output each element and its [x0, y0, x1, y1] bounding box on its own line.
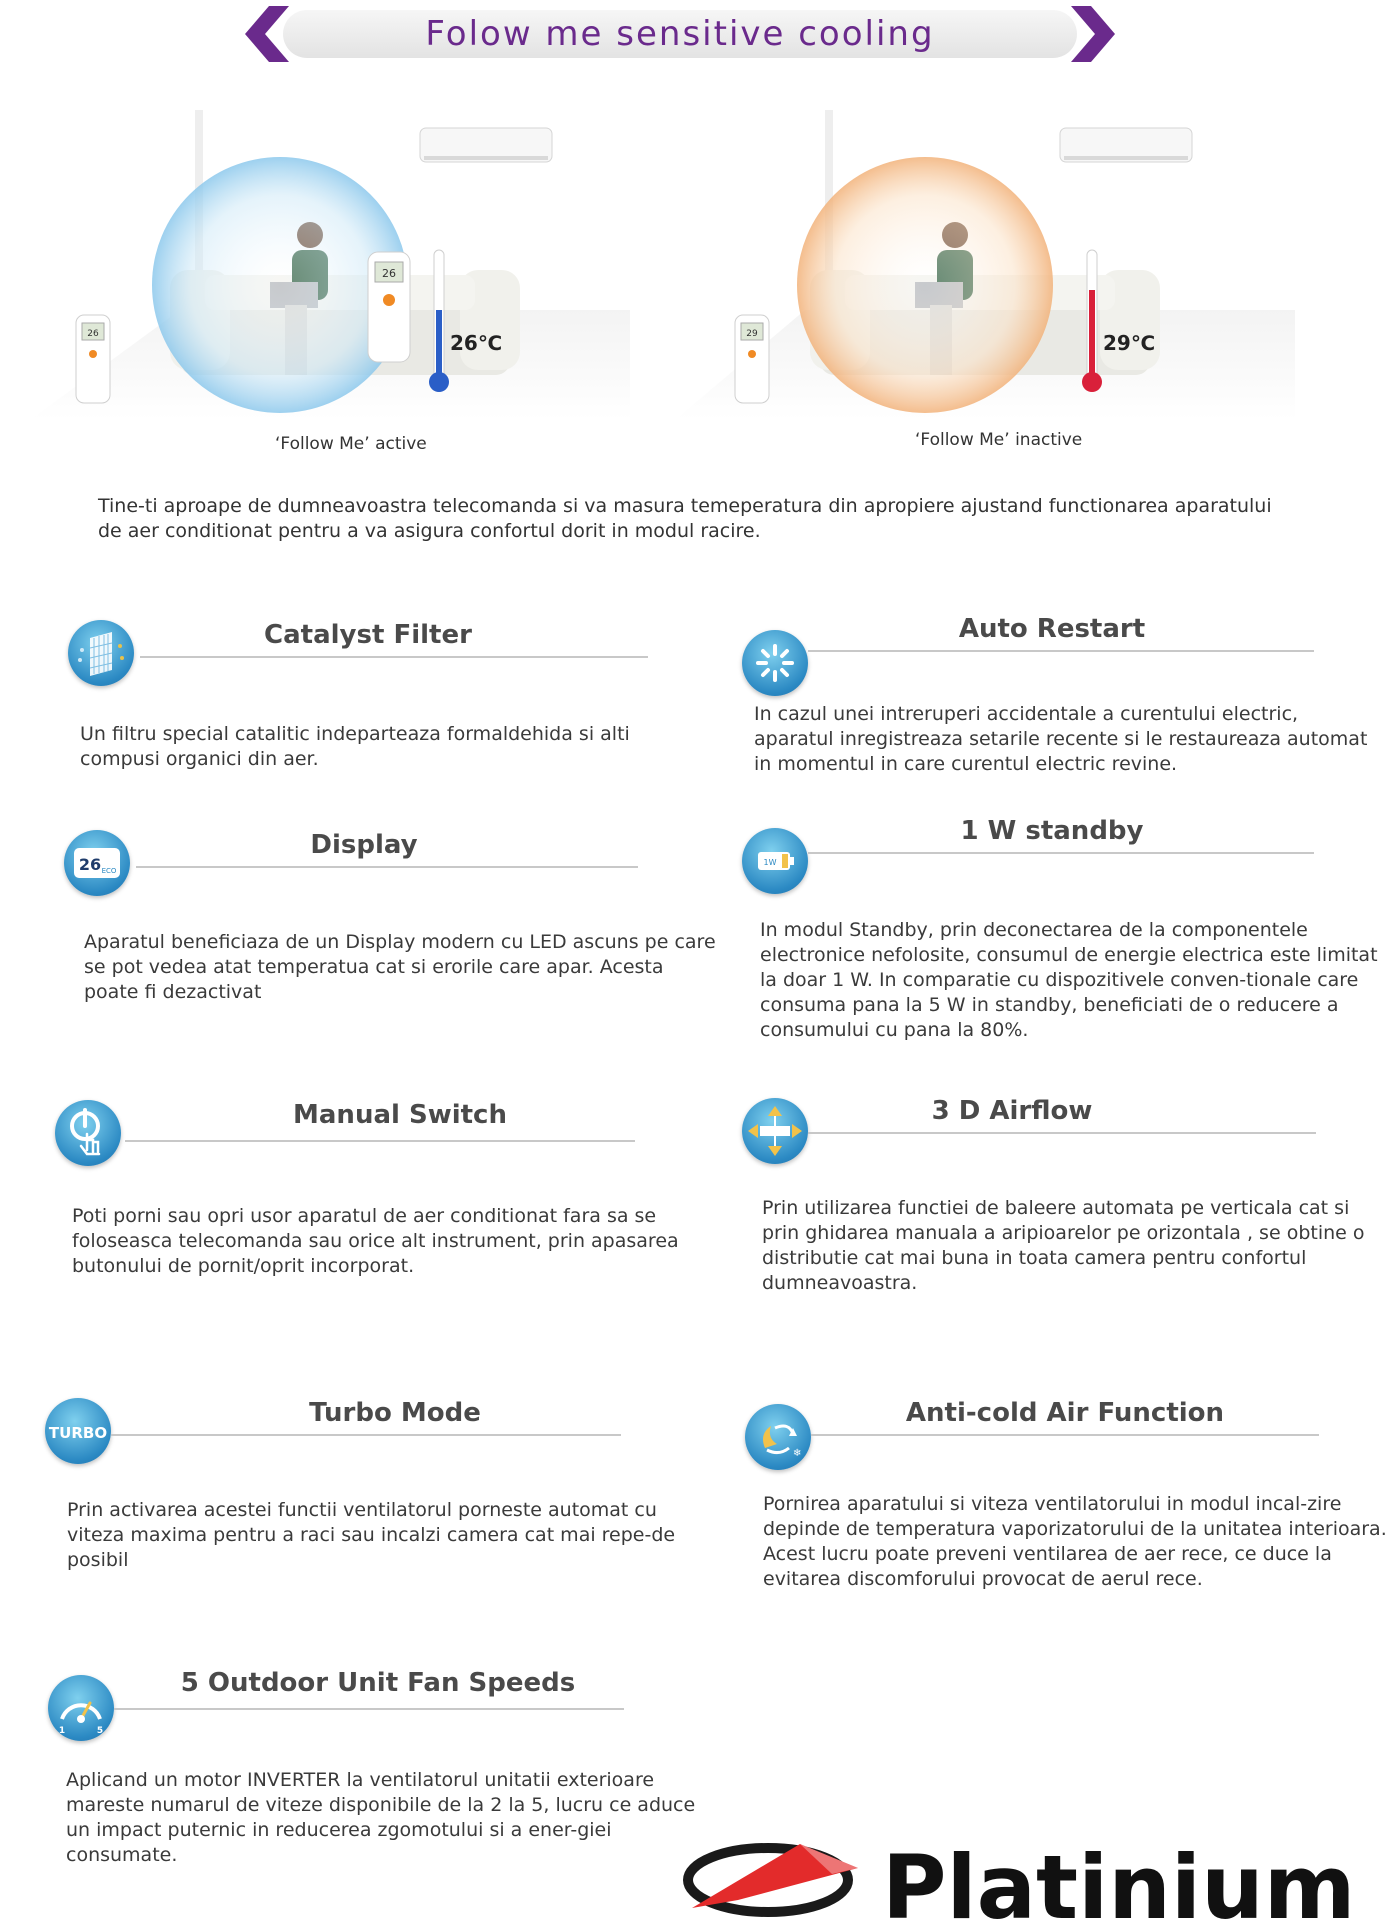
feature-3d-airflow	[742, 1098, 1392, 1298]
svg-text:5: 5	[96, 1726, 104, 1736]
feature-title: 5 Outdoor Unit Fan Speeds	[180, 1668, 576, 1698]
feature-manual-switch	[55, 1100, 735, 1280]
title-divider	[811, 1434, 1319, 1436]
feature-description: Poti porni sau opri usor aparatul de aer conditionat fara sa se foloseasca telecomanda sau orice alt instrument, prin apasarea butonului de pornit/oprit incorporat.	[72, 1205, 679, 1277]
title-divider	[808, 650, 1314, 652]
follow-me-inactive-image	[675, 110, 1295, 420]
feature-description: Aparatul beneficiaza de un Display modern cu LED ascuns pe care se pot vedea atat temperatua cat si erorile care apar. Acesta poate fi dezactivat	[84, 931, 716, 1003]
feature-title: Display	[310, 830, 418, 860]
title-divider	[111, 1434, 621, 1436]
page-title: Folow me sensitive cooling	[425, 14, 935, 54]
title-divider	[125, 1140, 635, 1142]
feature-turbo-mode	[45, 1398, 725, 1578]
feature-catalyst-filter	[68, 620, 688, 780]
title-divider	[140, 656, 648, 658]
feature-description: Un filtru special catalitic indeparteaza formaldehida si alti compusi organici din aer.	[80, 723, 630, 770]
feature-display	[64, 830, 724, 1010]
svg-text:26: 26	[87, 329, 99, 339]
feature-title: Catalyst Filter	[264, 620, 472, 650]
feature-description: Aplicand un motor INVERTER la ventilatorul unitatii exterioare mareste numarul de viteze disponibile de la 2 la 5, lucru ce aduce un impact puternic in reducerea zgomotului si a ener-giei consumate.	[66, 1769, 696, 1866]
feature-title: 3 D Airflow	[931, 1096, 1093, 1126]
svg-text:❄: ❄	[793, 1448, 802, 1459]
svg-text:26: 26	[382, 267, 396, 280]
svg-text:29: 29	[746, 329, 758, 339]
title-divider	[136, 866, 638, 868]
airflow-icon	[742, 1098, 808, 1164]
follow-me-inactive-caption: ‘Follow Me’ inactive	[915, 430, 1083, 450]
feature-title: Auto Restart	[958, 614, 1146, 644]
intro-paragraph: Tine-ti aproape de dumneavoastra telecomanda si va masura temeperatura din apropiere ajustand functionarea aparatului de aer conditionat pentru a va asigura confortul dorit in modul racire.	[98, 495, 1272, 542]
brand-logo	[682, 1838, 1400, 1920]
battery-icon	[742, 828, 808, 894]
feature-description: In modul Standby, prin deconectarea de la componentele electronice nefolosite, consumul de energie electrica este limitat la doar 1 W. In comparatie cu dispozitivele conven-tionale care consuma pana la 5 W in standby, beneficiati de o reducere a consumului cu pana la 80%.	[760, 919, 1378, 1041]
follow-me-active-image	[30, 110, 630, 420]
feature-anti-cold-air	[745, 1398, 1395, 1608]
svg-text:1W: 1W	[763, 858, 777, 867]
title-divider	[808, 1132, 1316, 1134]
svg-text:TURBO: TURBO	[48, 1424, 108, 1442]
turbo-icon	[45, 1398, 111, 1464]
feature-description: Pornirea aparatului si viteza ventilatorului in modul incal-zire depinde de temperatura vaporizatorului de la unitatea interioara. Acest lucru poate preveni ventilarea de aer rece, ce duce la evitarea discomforului provocat de aerul rece.	[763, 1493, 1387, 1590]
brand-name: Platinium	[882, 1838, 1356, 1920]
feature-title: Manual Switch	[293, 1100, 507, 1130]
feature-1w-standby	[742, 816, 1392, 1050]
svg-text:ECO: ECO	[101, 867, 117, 875]
anti-cold-icon	[745, 1404, 811, 1470]
active-temperature: 26℃	[450, 331, 503, 355]
feature-description: Prin activarea acestei functii ventilatorul porneste automat cu viteza maxima pentru a raci sau incalzi camera cat mai repe-de posibil	[67, 1499, 676, 1571]
feature-title: Anti-cold Air Function	[905, 1398, 1225, 1428]
svg-text:26: 26	[78, 855, 102, 874]
filter-icon	[68, 620, 134, 686]
power-touch-icon	[55, 1100, 121, 1166]
title-divider	[808, 852, 1314, 854]
display-icon	[64, 830, 130, 896]
inactive-temperature: 29℃	[1103, 331, 1156, 355]
feature-fan-speeds	[48, 1668, 728, 1868]
feature-auto-restart	[742, 614, 1382, 780]
feature-title: 1 W standby	[960, 816, 1144, 846]
restart-icon	[742, 630, 808, 696]
header-banner	[245, 4, 1115, 64]
feature-title: Turbo Mode	[309, 1398, 481, 1428]
feature-description: Prin utilizarea functiei de baleere automata pe verticala cat si prin ghidarea manuala a aripioarelor pe orizontala , se obtine o distributie cat mai buna in toata camera pentru confortul dumneavoastra.	[762, 1197, 1365, 1294]
svg-text:1: 1	[58, 1726, 66, 1736]
fan-speed-icon	[48, 1675, 114, 1741]
feature-description: In cazul unei intreruperi accidentale a curentului electric, aparatul inregistreaza setarile recente si le restaureaza automat in momentul in care curentul electric revine.	[754, 703, 1368, 775]
title-divider	[114, 1708, 624, 1710]
follow-me-active-caption: ‘Follow Me’ active	[275, 434, 427, 454]
